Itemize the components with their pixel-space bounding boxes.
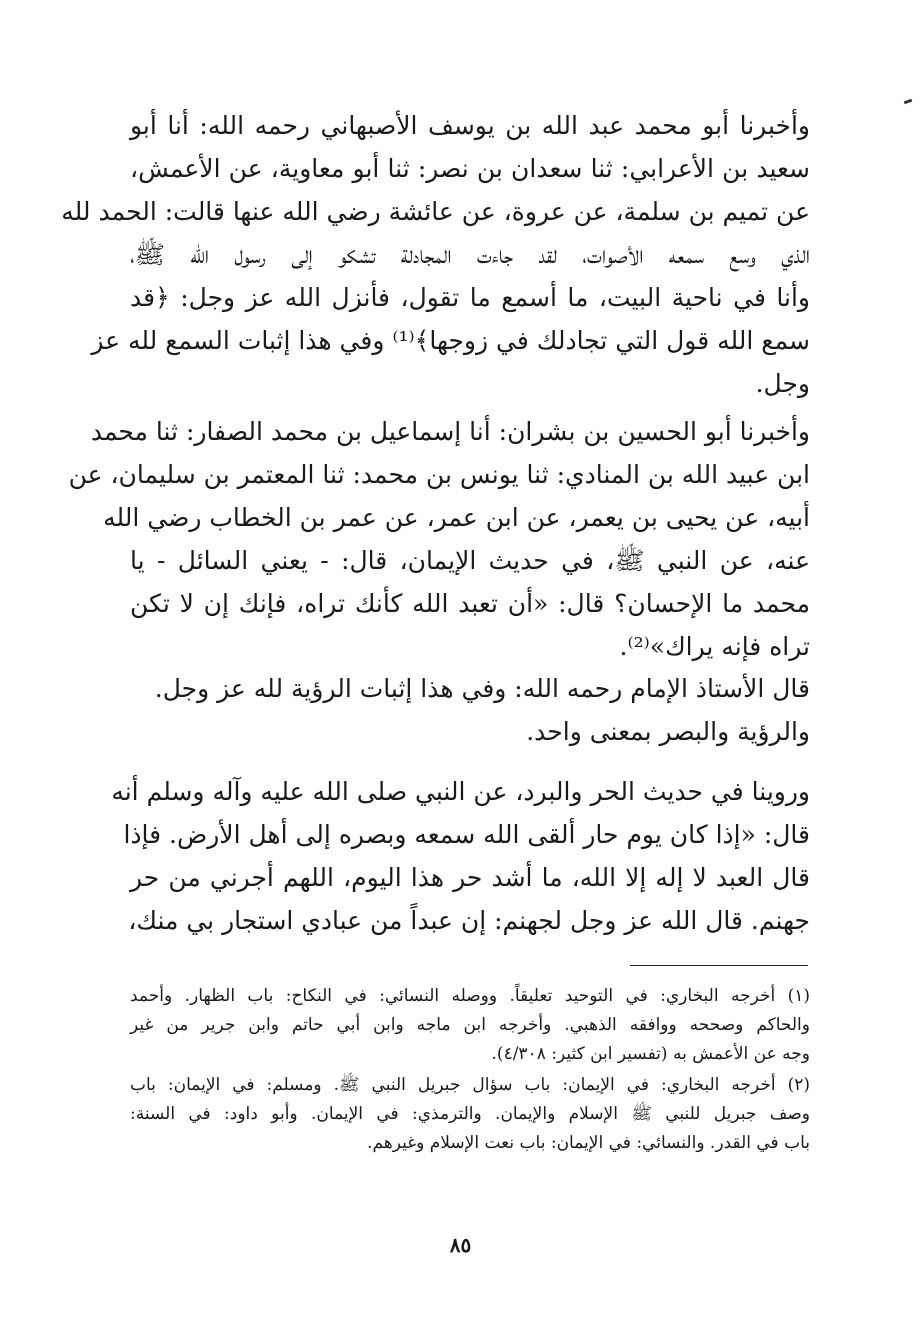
text-line: قال: «إذا كان يوم حار ألقى الله سمعه وبصره إلى أهل الأرض. فإذا (123, 820, 810, 849)
page-number: ٨٥ (449, 1233, 472, 1257)
text-line: ابن عبيد الله بن المنادي: ثنا يونس بن محمد: ثنا المعتمر بن سليمان، عن (68, 460, 810, 489)
text-line: وأخبرنا أبو محمد عبد الله بن يوسف الأصبهاني رحمه الله: أنا أبو (130, 111, 810, 140)
footnote-line: والحاكم وصححه ووافقه الذهبي. وأخرجه ابن ماجه وابن أبي حاتم وابن جرير من غير (130, 1015, 810, 1035)
text-line: قال العبد لا إله إلا الله، ما أشد حر هذا اليوم، اللهم أجرني من حر (130, 863, 810, 892)
paragraph-1 (61, 104, 810, 405)
text-line: الذي وسع سمعه الأصوات، لقد جاءت المجادلة تشكو إلى رسول الله ﷺ، (130, 240, 810, 269)
margin-mark (904, 99, 913, 105)
text-line: عن تميم بن سلمة، عن عروة، عن عائشة رضي الله عنها قالت: الحمد لله (61, 197, 810, 226)
text-line: محمد ما الإحسان؟ قال: «أن تعبد الله كأنك تراه، فإنك إن لا تكن (130, 589, 810, 618)
text-line: سمع الله قول التي تجادلك في زوجها﴾⁽¹⁾ وفي هذا إثبات السمع لله عز (91, 326, 810, 355)
text-line: وأنا في ناحية البيت، ما أسمع ما تقول، فأنزل الله عز وجل: ﴿قد (130, 283, 810, 312)
text-line: سعيد بن الأعرابي: ثنا سعدان بن نصر: ثنا أبو معاوية، عن الأعمش، (130, 154, 810, 183)
footnote-line: وجه عن الأعمش به (تفسير ابن كثير: ٤/٣٠٨). (491, 1044, 810, 1064)
footnote-line: (٢) أخرجه البخاري: في الإيمان: باب سؤال جبريل النبي ﷺ. ومسلم: في الإيمان: باب (130, 1075, 810, 1095)
footnote-separator (630, 965, 808, 966)
paragraph-3 (130, 667, 810, 753)
footnote-line: باب في القدر. والنسائي: في الإيمان: باب نعت الإسلام وغيرهم. (367, 1133, 810, 1153)
text-line: والرؤية والبصر بمعنى واحد. (526, 717, 810, 746)
text-line: أبيه، عن يحيى بن يعمر، عن ابن عمر، عن عمر بن الخطاب رضي الله (103, 503, 810, 532)
text-line: قال الأستاذ الإمام رحمه الله: وفي هذا إثبات الرؤية لله عز وجل. (154, 674, 810, 703)
text-line: وأخبرنا أبو الحسين بن بشران: أنا إسماعيل بن محمد الصفار: ثنا محمد (90, 417, 810, 446)
footnotes (130, 982, 810, 1158)
paragraph-2 (68, 410, 810, 668)
paragraph-4 (111, 770, 810, 942)
footnote-line: (١) أخرجه البخاري: في التوحيد تعليقاً. ووصله النسائي: في النكاح: باب الظهار. وأحمد (130, 986, 810, 1006)
text-line: وجل. (755, 369, 810, 398)
text-line: عنه، عن النبي ﷺ، في حديث الإيمان، قال: - يعني السائل - يا (130, 546, 810, 575)
text-line: جهنم. قال الله عز وجل لجهنم: إن عبداً من عبادي استجار بي منك، (128, 906, 810, 935)
text-line: تراه فإنه يراك»⁽²⁾. (619, 632, 810, 661)
footnote-line: وصف جبريل للنبي ﷺ الإسلام والإيمان. والترمذي: في الإيمان. وأبو داود: في السنة: (130, 1104, 810, 1124)
footnote-1 (130, 982, 810, 1069)
text-line: وروينا في حديث الحر والبرد، عن النبي صلى الله عليه وآله وسلم أنه (111, 777, 810, 806)
footnote-2 (130, 1071, 810, 1158)
